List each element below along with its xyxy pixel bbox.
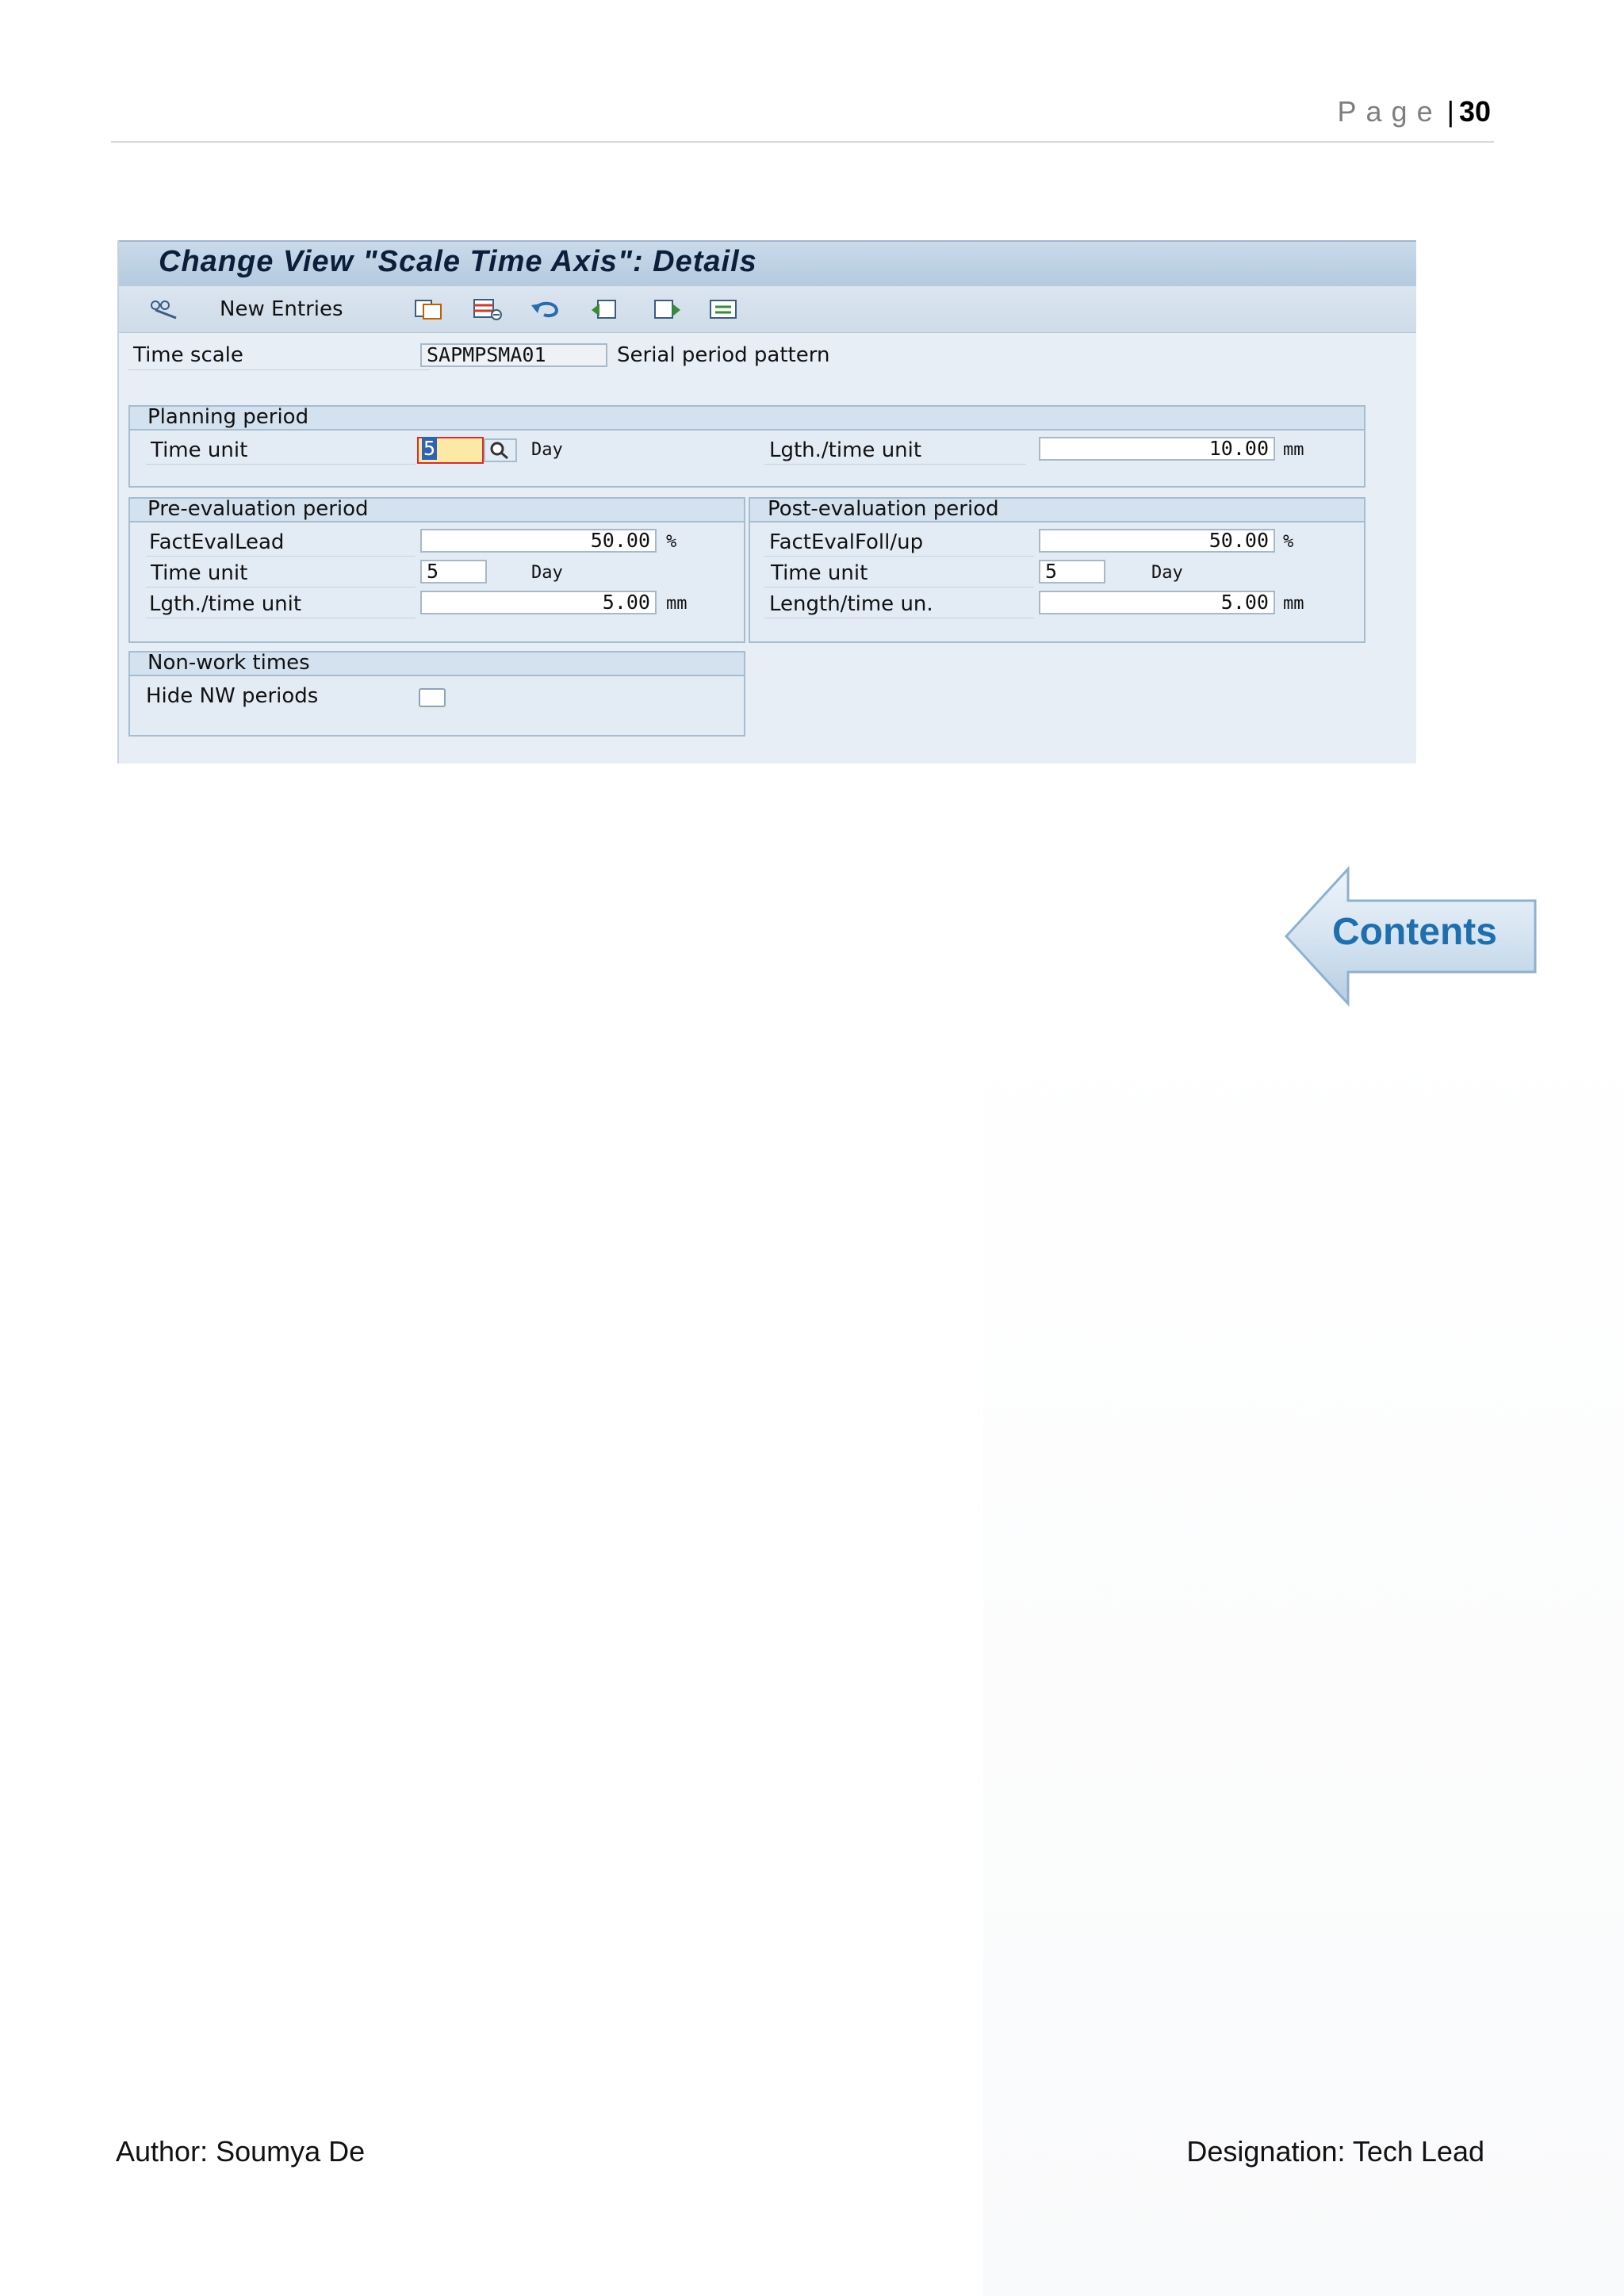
post-time-unit-label: Time unit (771, 561, 868, 585)
pre-time-unit-label: Time unit (151, 561, 248, 585)
pre-evaluation-header (130, 499, 744, 522)
post-evaluation-header (750, 499, 1364, 522)
planning-time-unit-text: Day (531, 440, 563, 460)
planning-time-unit-underline (146, 464, 416, 465)
planning-time-unit-label: Time unit (151, 438, 248, 462)
post-time-unit-text: Day (1151, 563, 1183, 583)
footer-designation: Designation: Tech Lead (1186, 2135, 1484, 2168)
footer-author: Author: Soumya De (116, 2135, 366, 2168)
previous-entry-icon[interactable] (588, 297, 623, 321)
delete-icon[interactable] (471, 297, 506, 321)
post-fact-unit: % (1283, 532, 1294, 552)
planning-length-field[interactable]: 10.00 (1039, 437, 1275, 461)
time-scale-description: Serial period pattern (617, 343, 830, 367)
copy-icon[interactable] (412, 297, 447, 321)
planning-length-label: Lgth./time unit (769, 438, 922, 462)
planning-time-unit-field[interactable] (417, 437, 484, 464)
pre-time-unit-field[interactable]: 5 (420, 560, 487, 584)
non-work-times-header (130, 652, 744, 676)
pre-length-unit: mm (666, 594, 688, 614)
post-length-label: Length/time un. (769, 592, 933, 616)
pre-fact-underline (146, 556, 416, 557)
post-evaluation-title: Post-evaluation period (768, 497, 999, 521)
page-word: Page (1337, 95, 1442, 128)
pre-evaluation-title: Pre-evaluation period (147, 497, 369, 521)
pre-fact-label: FactEvalLead (149, 530, 285, 554)
post-length-unit: mm (1283, 594, 1304, 614)
pre-fact-field[interactable]: 50.00 (420, 529, 657, 553)
sap-title-bar (119, 240, 1416, 286)
page-header (1338, 95, 1491, 128)
planning-time-unit-value: 5 (423, 437, 436, 460)
post-fact-label: FactEvalFoll/up (769, 530, 924, 554)
page-background (983, 983, 1624, 2296)
time-scale-underline (128, 369, 430, 370)
header-rule (111, 141, 1494, 143)
undo-icon[interactable] (530, 297, 565, 321)
planning-period-header (130, 407, 1364, 430)
planning-length-underline (764, 464, 1026, 465)
post-fact-field[interactable]: 50.00 (1039, 529, 1275, 553)
time-scale-label: Time scale (133, 343, 243, 367)
planning-period-title: Planning period (147, 405, 309, 429)
hide-nw-periods-checkbox[interactable] (419, 688, 446, 707)
post-length-field[interactable]: 5.00 (1039, 591, 1275, 614)
page-number: 30 (1458, 95, 1491, 128)
sap-screen-title: Change View "Scale Time Axis": Details (159, 245, 757, 278)
non-work-times-title: Non-work times (147, 651, 310, 675)
new-entries-button[interactable]: New Entries (220, 297, 343, 321)
post-time-unit-field[interactable]: 5 (1039, 560, 1105, 584)
next-entry-icon[interactable] (652, 297, 687, 321)
pre-time-unit-text: Day (531, 563, 563, 583)
pre-length-field[interactable]: 5.00 (420, 591, 657, 614)
planning-length-unit: mm (1283, 440, 1304, 460)
glasses-icon[interactable] (147, 297, 182, 321)
pre-length-label: Lgth./time unit (149, 592, 302, 616)
pre-fact-unit: % (666, 532, 677, 552)
sap-window (117, 240, 1416, 763)
hide-nw-periods-label: Hide NW periods (146, 684, 319, 708)
page-separator: | (1446, 95, 1454, 128)
variable-list-icon[interactable] (707, 297, 742, 321)
sap-application-toolbar (119, 286, 1416, 333)
time-scale-field[interactable]: SAPMPSMA01 (420, 343, 607, 367)
contents-button[interactable]: Contents (1332, 911, 1497, 953)
post-fact-underline (764, 556, 1034, 557)
search-help-icon[interactable] (484, 438, 517, 462)
